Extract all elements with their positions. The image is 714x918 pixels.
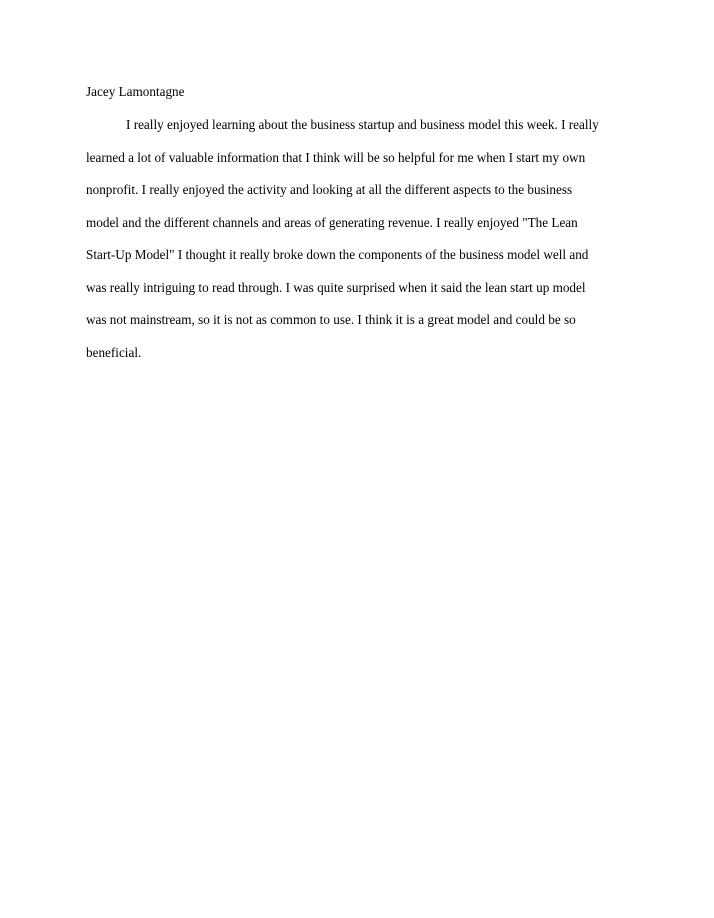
- paragraph-line: learned a lot of valuable information that I think will be so helpful for me when I start my own: [86, 149, 586, 165]
- author-name: Jacey Lamontagne: [86, 84, 185, 99]
- body-paragraph: [86, 116, 646, 376]
- paragraph-line: nonprofit. I really enjoyed the activity and looking at all the different aspects to the business: [86, 182, 573, 197]
- paragraph-line: was really intriguing to read through. I was quite surprised when it said the lean start up model: [86, 279, 586, 295]
- paragraph-line: I really enjoyed learning about the business startup and business model this week. I really: [126, 117, 599, 132]
- paragraph-line: was not mainstream, so it is not as common to use. I think it is a great model and could be so: [86, 312, 576, 327]
- paragraph-line: beneficial.: [86, 344, 142, 360]
- paragraph-line: Start-Up Model" I thought it really broke down the components of the business model well and: [86, 247, 589, 262]
- paragraph-line: model and the different channels and areas of generating revenue. I really enjoyed "The Lean: [86, 214, 578, 230]
